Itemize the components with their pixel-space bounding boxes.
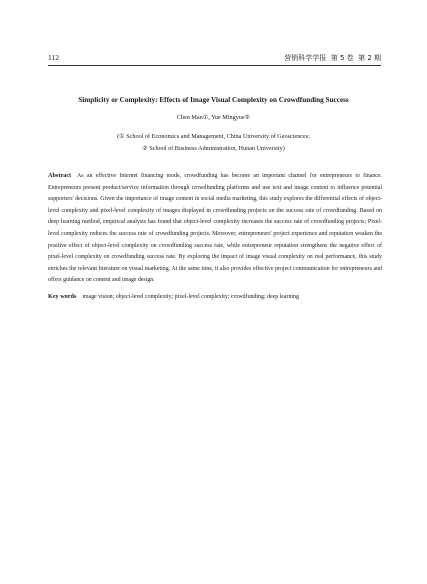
- issue-label: 第 2 期: [358, 54, 381, 62]
- journal-issue-info: [284, 53, 381, 63]
- abstract-text: As an effective Internet financing mode, crowdfunding has become an important channel for entrepreneurs to finance. Entrepreneurs present product/service information through crowdfunding platforms and use text and image content to influence potential supporters' decisions. Given the importance of image content in social media marketing, this study explores the differential effects of object-level complexity and pixel-level complexity of images displayed in crowdfunding projects on the success rate of crowdfunding. Based on deep learning method, empirical analysis has found that object-level complexity increases the success rate of crowdfunding projects; Pixel-level complexity reduces the success rate of crowdfunding projects. Moreover, entrepreneurs' project experience and reputation weaken the positive effect of object-level complexity on crowdfunding success rate, while entrepreneur reputation strengthens the negative effect of pixel-level complexity on crowdfunding success rate. By exploring the impact of image visual complexity on real performance, this study enriches the relevant literature on visual marketing. At the same time, it also provides effective project communication for entrepreneurs and offers guidance on content and image design.: [48, 173, 382, 284]
- abstract-label: Abstract: [48, 172, 72, 179]
- keywords-text: image vision; object-level complexity; pixel-level complexity; crowdfunding; deep learning: [82, 294, 299, 300]
- journal-name: 营销科学学报: [284, 54, 327, 62]
- keywords-label: Key words: [48, 293, 77, 300]
- affiliation-1: (① School of Economics and Management, China University of Geosciences;: [117, 133, 310, 140]
- page-number: 112: [48, 53, 59, 62]
- affiliation-2: ② School of Business Administration, Hunan University): [142, 145, 285, 152]
- volume-label: 第 5 卷: [330, 54, 354, 62]
- paper-title: Simplicity or Complexity: Effects of Image Visual Complexity on Crowdfunding Success: [78, 96, 349, 104]
- header-rule: [48, 65, 381, 66]
- keywords: [48, 291, 382, 303]
- abstract: [48, 170, 382, 287]
- paper-authors: Chen Man①, Yue Mingyue②: [176, 114, 251, 121]
- running-header: [48, 53, 381, 65]
